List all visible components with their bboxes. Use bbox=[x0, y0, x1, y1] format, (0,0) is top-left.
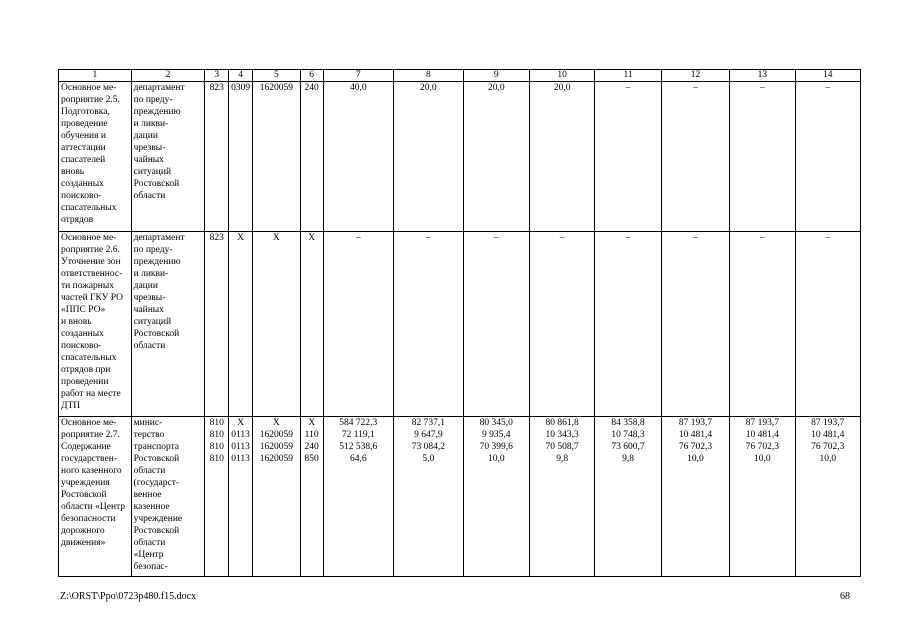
table-header-row bbox=[59, 70, 861, 82]
header-cell: 9 bbox=[463, 70, 529, 82]
header-cell: 6 bbox=[300, 70, 323, 82]
amount-cell: – bbox=[661, 82, 729, 232]
vr-cell: 240 bbox=[300, 82, 323, 232]
header-cell: 7 bbox=[323, 70, 394, 82]
header-cell: 8 bbox=[394, 70, 464, 82]
activity-name-cell: Основное ме- роприятие 2.5. Подготовка, проведение обучения и аттестации спасателей вновь созданных поисково- спасательных отрядов bbox=[59, 82, 132, 232]
activity-name-cell: Основное ме- роприятие 2.7. Содержание государствен- ного казенного учреждения Ростовской области «Центр безопасности дорожного движения» bbox=[59, 417, 132, 577]
header-cell: 13 bbox=[730, 70, 795, 82]
table-row bbox=[59, 417, 861, 577]
header-cell: 12 bbox=[661, 70, 729, 82]
activity-name-cell: Основное ме- роприятие 2.6. Уточнение зон ответственнос- ти пожарных частей ГКУ РО «ППС РО» и вновь созданных поисково- спасательных отрядов при проведении работ на месте ДТП bbox=[59, 232, 132, 417]
header-cell: 2 bbox=[131, 70, 205, 82]
csr-cell: Х 1620059 1620059 1620059 bbox=[253, 417, 301, 577]
header-cell: 3 bbox=[205, 70, 229, 82]
amount-cell: – bbox=[730, 82, 795, 232]
amount-cell: 40,0 bbox=[323, 82, 394, 232]
amount-cell: 80 861,8 10 343,3 70 508,7 9,8 bbox=[529, 417, 594, 577]
amount-cell: 20,0 bbox=[529, 82, 594, 232]
amount-cell: 84 358,8 10 748,3 73 600,7 9,8 bbox=[595, 417, 661, 577]
footer-file-path: Z:\ORST\Ppo\0723p480.f15.docx bbox=[60, 591, 197, 602]
executor-cell: департамент по преду- преждению и ликви- дации чрезвы- чайных ситуаций Ростовской области bbox=[131, 232, 205, 417]
header-cell: 10 bbox=[529, 70, 594, 82]
table-row bbox=[59, 82, 861, 232]
amount-cell: – bbox=[595, 232, 661, 417]
amount-cell: 20,0 bbox=[394, 82, 464, 232]
amount-cell: 87 193,7 10 481,4 76 702,3 10,0 bbox=[661, 417, 729, 577]
rzpr-cell: 0309 bbox=[229, 82, 253, 232]
executor-cell: департамент по преду- преждению и ликви- дации чрезвы- чайных ситуаций Ростовской области bbox=[131, 82, 205, 232]
header-cell: 5 bbox=[253, 70, 301, 82]
amount-cell: – bbox=[661, 232, 729, 417]
amount-cell: 87 193,7 10 481,4 76 702,3 10,0 bbox=[795, 417, 860, 577]
vr-cell: Х bbox=[300, 232, 323, 417]
csr-cell: Х bbox=[253, 232, 301, 417]
amount-cell: – bbox=[795, 232, 860, 417]
amount-cell: – bbox=[323, 232, 394, 417]
header-cell: 11 bbox=[595, 70, 661, 82]
rzpr-cell: Х bbox=[229, 232, 253, 417]
grbs-cell: 823 bbox=[205, 232, 229, 417]
amount-cell: 87 193,7 10 481,4 76 702,3 10,0 bbox=[730, 417, 795, 577]
executor-cell: минис- терство транспорта Ростовской области (государст- венное казенное учреждение Ростовской области «Центр безопас- bbox=[131, 417, 205, 577]
amount-cell: – bbox=[394, 232, 464, 417]
grbs-cell: 810 810 810 810 bbox=[205, 417, 229, 577]
budget-table bbox=[58, 69, 861, 577]
amount-cell: 80 345,0 9 935,4 70 399,6 10,0 bbox=[463, 417, 529, 577]
amount-cell: – bbox=[730, 232, 795, 417]
amount-cell: – bbox=[795, 82, 860, 232]
header-cell: 14 bbox=[795, 70, 860, 82]
csr-cell: 1620059 bbox=[253, 82, 301, 232]
amount-cell: – bbox=[529, 232, 594, 417]
page-number: 68 bbox=[840, 591, 850, 602]
header-cell: 4 bbox=[229, 70, 253, 82]
amount-cell: – bbox=[463, 232, 529, 417]
amount-cell: 82 737,1 9 647,9 73 084,2 5,0 bbox=[394, 417, 464, 577]
header-cell: 1 bbox=[59, 70, 132, 82]
vr-cell: Х 110 240 850 bbox=[300, 417, 323, 577]
grbs-cell: 823 bbox=[205, 82, 229, 232]
amount-cell: – bbox=[595, 82, 661, 232]
rzpr-cell: Х 0113 0113 0113 bbox=[229, 417, 253, 577]
amount-cell: 20,0 bbox=[463, 82, 529, 232]
table-row bbox=[59, 232, 861, 417]
amount-cell: 584 722,3 72 119,1 512 538,6 64,6 bbox=[323, 417, 394, 577]
